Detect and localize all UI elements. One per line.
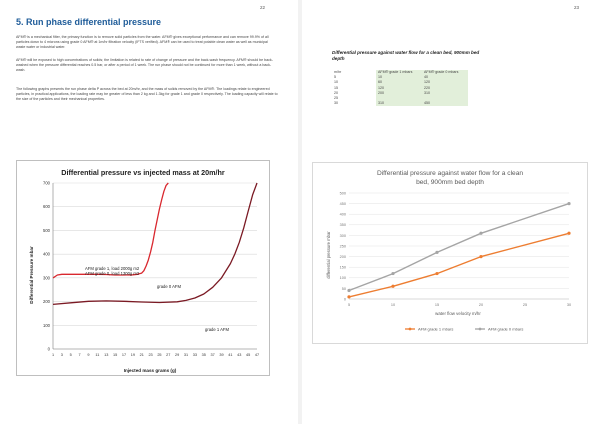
table-cell: 10 [334,80,338,85]
injected-mass-chart [16,160,270,376]
legend-label-0: AFM grade 1 mbars [418,326,454,332]
x-tick-label: 3 [60,353,63,357]
y-tick-label: 600 [43,204,50,210]
annotation-grade0-load: AFM grade 0, load 1300g m2 [85,271,140,276]
x-tick-label: 13 [104,353,109,357]
x-tick-label: 29 [175,353,180,357]
y-tick-label: 300 [339,233,346,238]
x-tick-label: 47 [254,353,260,357]
y-tick-label: 0 [47,346,50,352]
table-row [332,101,468,106]
chart2-y-axis-label: differential pressure mbar [326,231,331,279]
annotation-grade0: grade 0 AFM [157,284,181,289]
injected-mass-chart-svg [17,161,269,375]
x-tick-label: 45 [246,353,251,357]
table-cell: 20 [334,90,338,95]
series-point-1 [567,202,570,205]
table-header-cell: m/hr [334,70,342,74]
x-tick-label: 9 [87,353,90,357]
table-cell: 60 [376,80,422,85]
series-point-0 [391,285,394,288]
x-tick-label: 31 [183,353,189,357]
x-tick-label: 30 [566,303,572,307]
legend-marker-1 [479,328,482,331]
chart-title: Differential pressure vs injected mass at 20m/hr [61,168,225,177]
water-flow-chart-svg [313,163,587,343]
legend-marker-0 [409,328,412,331]
x-tick-label: 23 [148,353,153,357]
table-cell: 5 [334,75,336,80]
x-tick-label: 20 [478,303,484,307]
x-tick-label: 15 [434,303,440,307]
table-cell: 200 [376,91,422,96]
x-tick-label: 11 [95,353,100,357]
table-header-cell: AFM® grade 1 mbars [376,70,422,75]
y-tick-label: 300 [43,275,50,281]
x-tick-label: 37 [210,353,215,357]
paragraph-1: AFM® is a mechanical filter, the primary function is to remove solid particles from the water. AFM® gives exceptional performance and can remove 99.9% of all particles down to 4 microns using grade 0 AFM® at 1m/hr filtration velocity (IFTS verified). AFM® can be used to treat potable clean water as well as municipal waste water or industrial water. [16,35,269,49]
water-flow-chart [312,162,588,344]
table-cell: 120 [422,80,468,85]
series-point-0 [567,232,570,235]
x-tick-label: 15 [112,353,118,357]
y-tick-label: 700 [43,180,50,186]
table-title: Differential pressure against water flow for a clean bed, 900mm bed depth [332,50,480,61]
y-tick-label: 500 [43,227,50,233]
x-tick-label: 19 [130,353,135,357]
table-cell: 220 [422,86,468,91]
flow-table [332,70,468,106]
y-tick-label: 100 [43,322,50,328]
x-tick-label: 41 [228,353,233,357]
y-tick-label: 400 [339,212,346,217]
series-point-1 [479,232,482,235]
series-point-1 [347,289,350,292]
x-tick-label: 10 [390,303,396,307]
y-tick-label: 400 [43,251,50,257]
series-point-0 [347,295,350,298]
table-cell: 450 [422,101,468,106]
table-cell: 310 [422,91,468,96]
annotation-grade1: grade 1 AFM [205,327,229,332]
chart2-title-line1: Differential pressure against water flow for a clean [376,170,524,177]
x-tick-label: 25 [157,353,162,357]
series-line-1 [349,204,569,291]
table-header-cell: AFM® grade 0 mbars [422,70,468,75]
x-tick-label: 1 [51,353,55,357]
y-axis-label: Differential Pressure mbar [29,246,34,304]
x-tick-label: 39 [219,353,224,357]
left-page [0,0,298,424]
x-tick-label: 5 [347,303,351,307]
x-tick-label: 17 [121,353,127,357]
annotation-grade1-load: AFM grade 1, load 2000g m2 [85,266,140,271]
x-tick-label: 35 [201,353,206,357]
table-cell: 40 [422,75,468,80]
table-cell: 15 [334,85,338,90]
x-tick-label: 25 [522,303,528,307]
x-tick-label: 33 [192,353,198,357]
y-tick-label: 50 [341,286,346,291]
y-tick-label: 150 [339,265,346,270]
x-tick-label: 7 [78,353,81,357]
table-cell: 30 [334,101,338,106]
y-tick-label: 450 [339,202,346,206]
series-point-1 [435,251,438,254]
table-cell: 120 [376,86,422,91]
page-number-left: 22 [260,5,266,10]
page-number-right: 23 [574,5,580,10]
y-tick-label: 350 [339,223,346,228]
section-heading: 5. Run phase differential pressure [16,17,162,27]
x-tick-label: 21 [139,353,144,357]
chart2-x-axis-label: water flow velocity m/hr [435,311,481,316]
y-tick-label: 250 [339,244,346,249]
series-point-0 [435,272,438,275]
series-line-1 [53,183,257,304]
y-tick-label: 0 [343,297,346,302]
paragraph-2: AFM® will be exposed to high concentrations of solids; the limitation is related to rate of change of pressure and the back-wash frequency. AFM® should be back-washed when the pressure differential reaches 0.5 bar, or after a period of 1 week. The run phase should not be continued for more than 1 week, without a back-wash. [16,58,273,72]
series-point-0 [479,255,482,258]
y-tick-label: 200 [43,299,50,305]
x-axis-label: Injected mass grams (g) [123,368,177,373]
table-cell: 10 [376,75,422,80]
x-tick-label: 5 [69,353,72,357]
y-tick-label: 200 [339,255,346,259]
series-point-1 [391,272,394,275]
x-tick-label: 43 [237,353,242,357]
legend-label-1: AFM grade 0 mbars [488,326,524,332]
chart2-title-line2: bed, 900mm bed depth [416,179,484,186]
x-tick-label: 27 [166,353,171,357]
table-cell: 25 [334,95,338,100]
table-cell: 310 [376,101,422,106]
paragraph-3: The following graphs presents the run phase delta P across the bed at 20m/hr, and the mass of solids removed by the AFM®. The loadings relate to engineered particles, in practical applications, the loading rate may be greater of less than 2 kg and 1.3kg for grade 1 and grade 0 respectively. The loading capacity will relate to the size of the particles and their mechanical properties. [16,87,278,101]
y-tick-label: 500 [339,191,346,196]
y-tick-label: 100 [339,276,346,281]
